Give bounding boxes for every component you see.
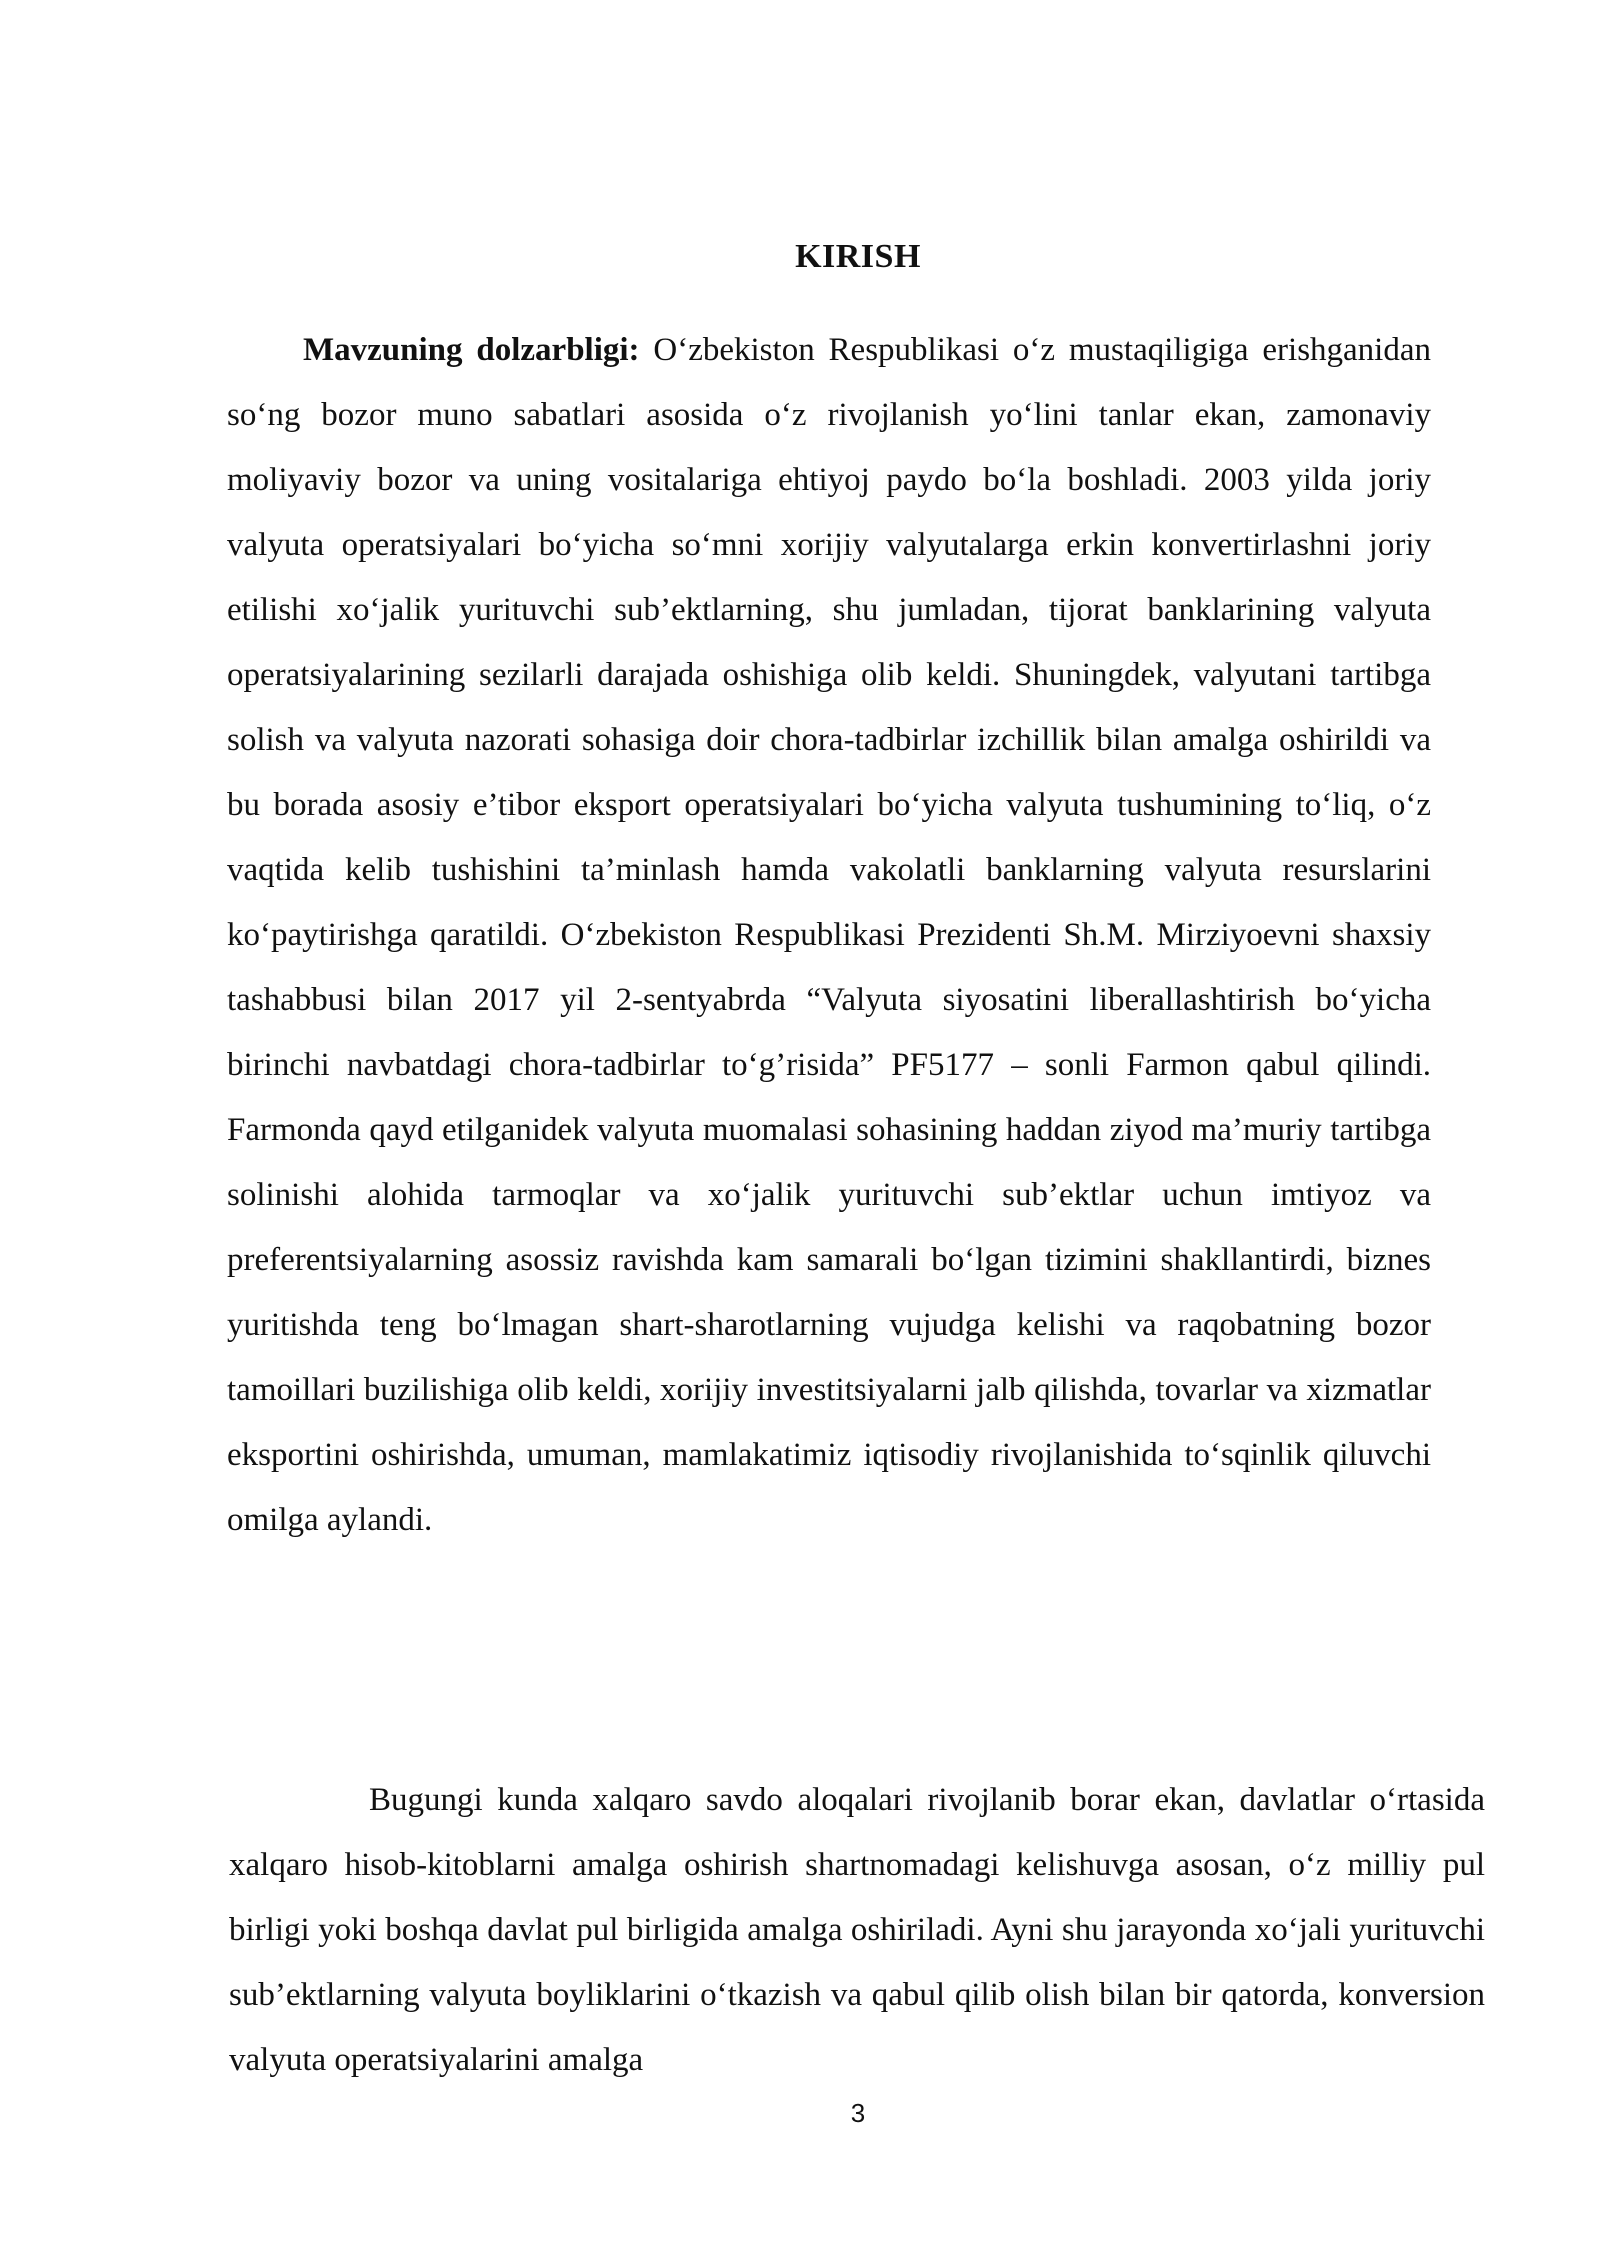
paragraph-relevance xyxy=(227,318,1431,1553)
paragraph-body: O‘zbekiston Respublikasi o‘z mustaqiligiga erishganidan so‘ng bozor muno sabatlari asosida o‘z rivojlanish yo‘lini tanlar ekan, zamonaviy moliyaviy bozor va uning vositalariga ehtiyoj paydo bo‘la boshladi. 2003 yilda joriy valyuta operatsiyalari bo‘yicha so‘mni xorijiy valyutalarga erkin konvertirlashni joriy etilishi xo‘jalik yurituvchi sub’ektlarning, shu jumladan, tijorat banklarining valyuta operatsiyalarining sezilarli darajada oshishiga olib keldi. Shuningdek, valyutani tartibga solish va valyuta nazorati sohasiga doir chora-tadbirlar izchillik bilan amalga oshirildi va bu borada asosiy e’tibor eksport operatsiyalari bo‘yicha valyuta tushumining to‘liq, o‘z vaqtida kelib tushishini ta’minlash hamda vakolatli banklarning valyuta resurslarini ko‘paytirishga qaratildi. O‘zbekiston Respublikasi Prezidenti Sh.M. Mirziyoevni shaxsiy tashabbusi bilan 2017 yil 2-sentyabrda “Valyuta siyosatini liberallashtirish bo‘yicha birinchi navbatdagi chora-tadbirlar to‘g’risida” PF5177 – sonli Farmon qabul qilindi. Farmonda qayd etilganidek valyuta muomalasi sohasining haddan ziyod ma’muriy tartibga solinishi alohida tarmoqlar va xo‘jalik yurituvchi sub’ektlar uchun imtiyoz va preferentsiyalarning asossiz ravishda kam samarali bo‘lgan tizimini shakllantirdi, biznes yuritishda teng bo‘lmagan shart-sharotlarning vujudga kelishi va raqobatning bozor tamoillari buzilishiga olib keldi, xorijiy investitsiyalarni jalb qilishda, tovarlar va xizmatlar eksportini oshirishda, umuman, mamlakatimiz iqtisodiy rivojlanishida to‘sqinlik qiluvchi omilga aylandi. xyxy=(227,332,1431,1538)
paragraph-lead: Mavzuning dolzarbligi: xyxy=(303,332,640,368)
page-title: KIRISH xyxy=(795,238,921,275)
page-number: 3 xyxy=(850,2098,866,2128)
paragraph-trade: Bugungi kunda xalqaro savdo aloqalari rivojlanib borar ekan, davlatlar o‘rtasida xalqaro hisob-kitoblarni amalga oshirish shartnomadagi kelishuvga asosan, o‘z milliy pul birligi yoki boshqa davlat pul birligida amalga oshiriladi. Ayni shu jarayonda xo‘jali yurituvchi sub’ektlarning valyuta boyliklarini o‘tkazish va qabul qilib olish bilan bir qatorda, konversion valyuta operatsiyalarini amalga xyxy=(229,1782,1485,2078)
